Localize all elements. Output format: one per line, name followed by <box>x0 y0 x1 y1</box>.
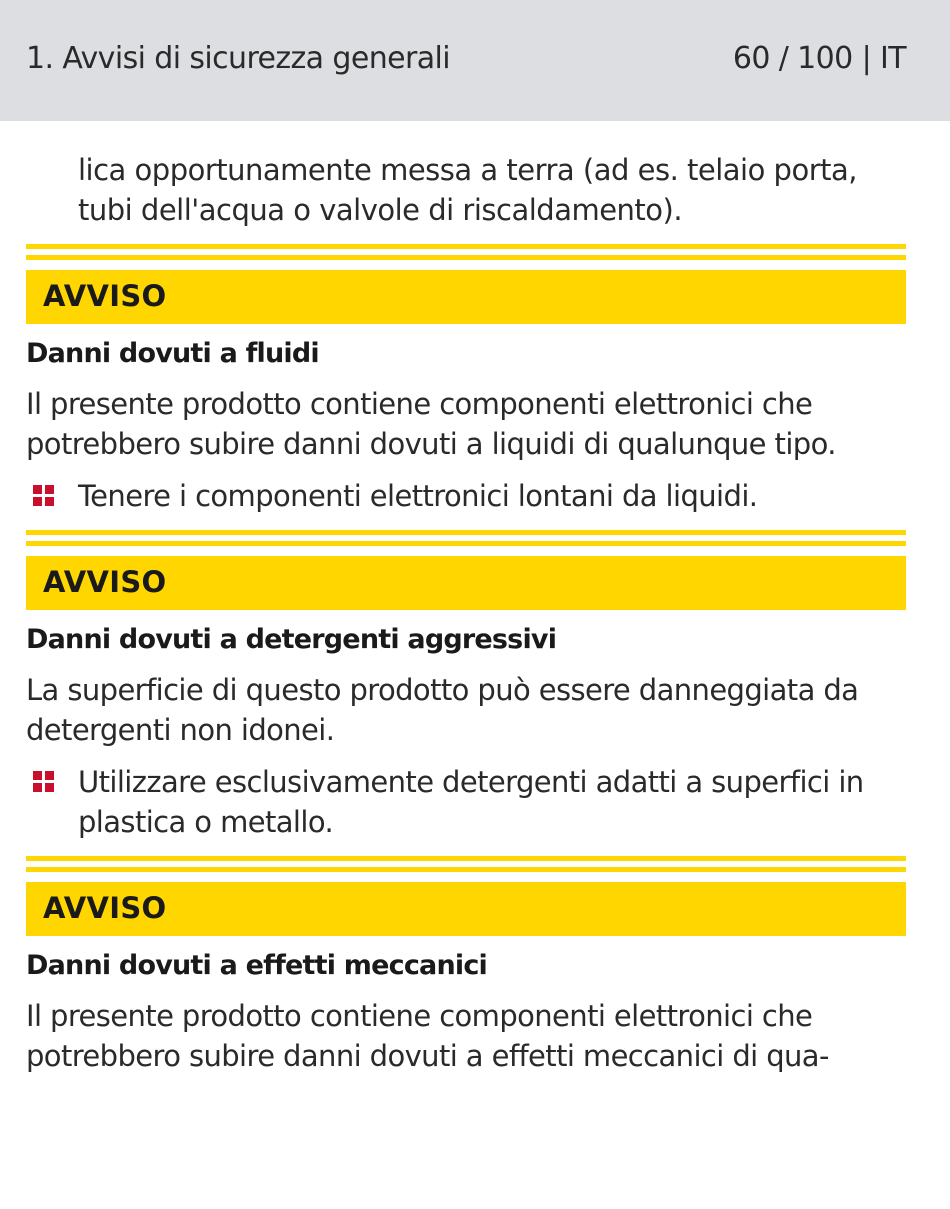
red-square-bullet-icon <box>33 485 55 507</box>
document-content <box>26 150 906 1076</box>
notice-banner <box>26 882 906 936</box>
notice-title: Danni dovuti a effetti meccanici <box>26 950 488 981</box>
red-square-bullet-icon <box>33 771 55 793</box>
text-line: Il presente prodotto contiene componenti elettronici che <box>26 999 813 1033</box>
text-line: Utilizzare esclusivamente detergenti adatti a superfici in <box>78 765 864 799</box>
notice-body <box>26 996 906 1076</box>
notice-body <box>26 670 906 750</box>
notice-mechanical <box>26 856 906 1076</box>
page-number: 60 / 100 | IT <box>732 41 906 76</box>
text-line: potrebbero subire danni dovuti a effetti meccanici di qua- <box>26 1039 829 1073</box>
notice-title: Danni dovuti a detergenti aggressivi <box>26 624 557 655</box>
text-line: lica opportunamente messa a terra (ad es. telaio porta, <box>78 153 857 187</box>
text-line: plastica o metallo. <box>78 805 334 839</box>
notice-body <box>26 384 906 464</box>
page-header <box>0 0 950 121</box>
notice-fluids <box>26 244 906 516</box>
notice-detergents <box>26 530 906 842</box>
text-line: La superficie di questo prodotto può essere danneggiata da <box>26 673 859 707</box>
notice-divider <box>26 856 906 872</box>
notice-divider <box>26 530 906 546</box>
text-line: tubi dell'acqua o valvole di riscaldamento). <box>78 193 683 227</box>
notice-divider <box>26 244 906 260</box>
text-line: potrebbero subire danni dovuti a liquidi di qualunque tipo. <box>26 427 836 461</box>
instruction-bullet <box>26 762 906 842</box>
continuation-paragraph <box>78 150 906 230</box>
section-title: 1. Avvisi di sicurezza generali <box>26 41 450 76</box>
text-line: Il presente prodotto contiene componenti elettronici che <box>26 387 813 421</box>
notice-label: AVVISO <box>43 891 167 925</box>
notice-banner <box>26 556 906 610</box>
notice-banner <box>26 270 906 324</box>
text-line: Tenere i componenti elettronici lontani da liquidi. <box>78 479 758 513</box>
notice-label: AVVISO <box>43 279 167 313</box>
notice-label: AVVISO <box>43 565 167 599</box>
text-line: detergenti non idonei. <box>26 713 335 747</box>
notice-title: Danni dovuti a fluidi <box>26 338 319 369</box>
instruction-bullet <box>26 476 906 516</box>
